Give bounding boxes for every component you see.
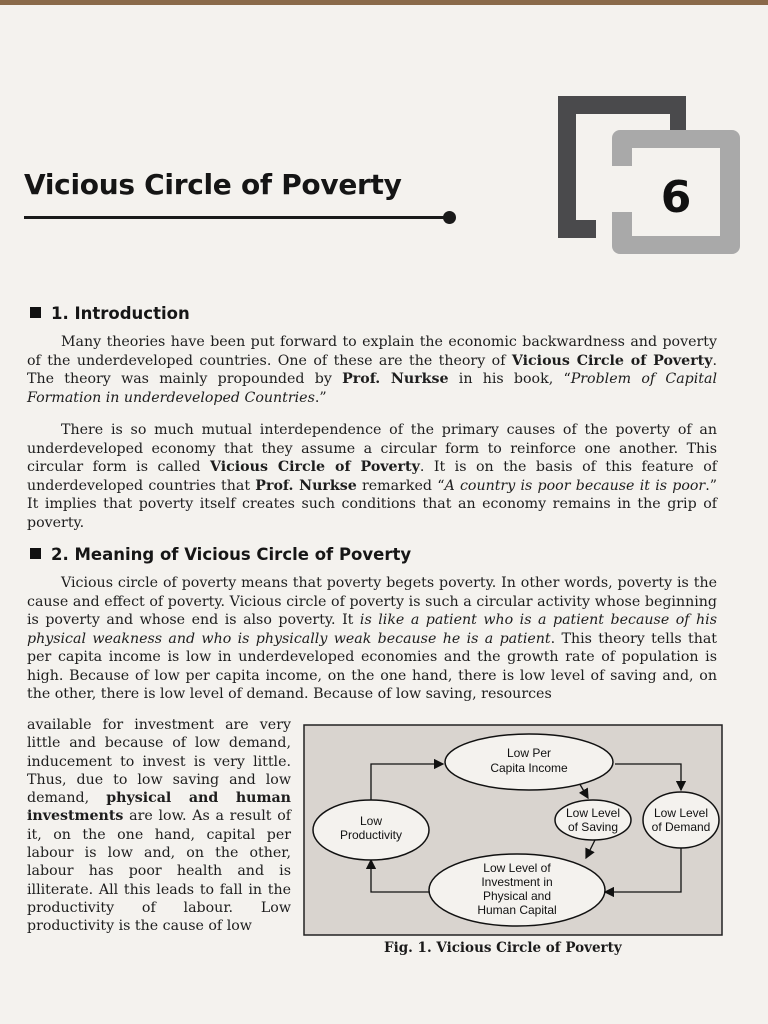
node-low-level-of-demand (643, 792, 719, 848)
text-run: remarked “ (356, 477, 445, 494)
node-low-productivity (313, 800, 429, 860)
text-run: .” (314, 389, 327, 406)
bold-term: Vicious Circle of Poverty (511, 352, 713, 369)
text-run: There is so much mutual interdependence of the primary causes of the poverty of an underdeveloped economy that they assume a circular form to reinforce one another. This circular form is called (27, 422, 717, 475)
bold-term: Vicious Circle of Poverty (209, 459, 420, 475)
bold-term: physical and human investments (27, 790, 291, 825)
italic-phrase: Problem of Capital Formation in underdeveloped Countries (27, 371, 717, 406)
section-heading-meaning: 2. Meaning of Vicious Circle of Poverty (30, 545, 411, 564)
page-top-edge (0, 0, 768, 5)
chapter-title: Vicious Circle of Poverty (24, 168, 402, 201)
bold-term: Prof. Nurkse (255, 477, 357, 494)
node-label: Low Level (565, 806, 621, 820)
title-underline (24, 216, 454, 219)
node-label: of Saving (567, 820, 619, 834)
node-label: Low Level (653, 806, 709, 820)
title-underline-dot (443, 211, 456, 224)
text-run: . This theory tells that per capita income is low in underdeveloped economies and the growth rate of population is high. Because of low per capita income, on the one hand, there is low level of saving and, on the other, there is low level of demand. Because of low saving, resources (27, 630, 717, 702)
node-low-investment (429, 854, 605, 926)
node-label: Low Level of (483, 861, 551, 875)
node-label: Physical and (482, 889, 552, 903)
text-run: are low. As a result of it, on the one hand, capital per labour is low and, on the other, labour has poor health and is illiterate. All this leads to fall in the productivity of labour. Low productivity is the cause of low (27, 808, 291, 935)
text-run: available for investment are very little and because of low demand, inducement to invest is very little. Thus, due to low saving and low demand, (27, 717, 291, 807)
node-label: Productivity (339, 828, 403, 842)
node-label: Capita Income (490, 761, 568, 775)
node-low-level-of-saving (555, 800, 631, 840)
intro-paragraph-1 (27, 333, 717, 407)
meaning-paragraph-continued (27, 716, 291, 936)
chapter-number-badge (552, 92, 744, 256)
text-run: Vicious circle of poverty means that poverty begets poverty. In other words, poverty is the cause and effect of poverty. Vicious circle of poverty is such a circular activity whose beginning is poverty and whose end is also poverty. It (27, 575, 717, 628)
figure-caption: Fig. 1. Vicious Circle of Poverty (384, 940, 622, 956)
vicious-circle-diagram (303, 724, 723, 936)
node-label: Low (359, 814, 383, 828)
node-label: Human Capital (477, 903, 557, 917)
chapter-number: 6 (660, 172, 692, 223)
heading-bullet-icon (30, 548, 41, 559)
text-run: in his book, “ (448, 371, 571, 387)
node-low-per-capita-income (445, 734, 613, 790)
node-label: of Demand (651, 820, 711, 834)
badge-notch (610, 166, 634, 212)
heading-bullet-icon (30, 307, 41, 318)
text-run: . It is on the basis of this feature of underdeveloped countries that (27, 459, 717, 494)
intro-paragraph-2 (27, 421, 717, 532)
text-run: Many theories have been put forward to explain the economic backwardness and poverty of the underdeveloped countries. One of these are the theory of (27, 334, 717, 369)
text-run: .” It implies that poverty itself creates such conditions that an economy remains in the grip of poverty. (27, 477, 717, 531)
section-heading-introduction: 1. Introduction (30, 304, 190, 323)
node-label: Investment in (481, 875, 553, 889)
meaning-paragraph (27, 574, 717, 704)
node-label: Low Per (506, 746, 552, 760)
italic-phrase: A country is poor because it is poor (444, 477, 706, 494)
text-run: . The theory was mainly propounded by (27, 352, 717, 387)
bold-term: Prof. Nurkse (342, 371, 449, 387)
italic-phrase: is like a patient who is a patient because of his physical weakness and who is physically weak because he is a patient (27, 612, 717, 647)
